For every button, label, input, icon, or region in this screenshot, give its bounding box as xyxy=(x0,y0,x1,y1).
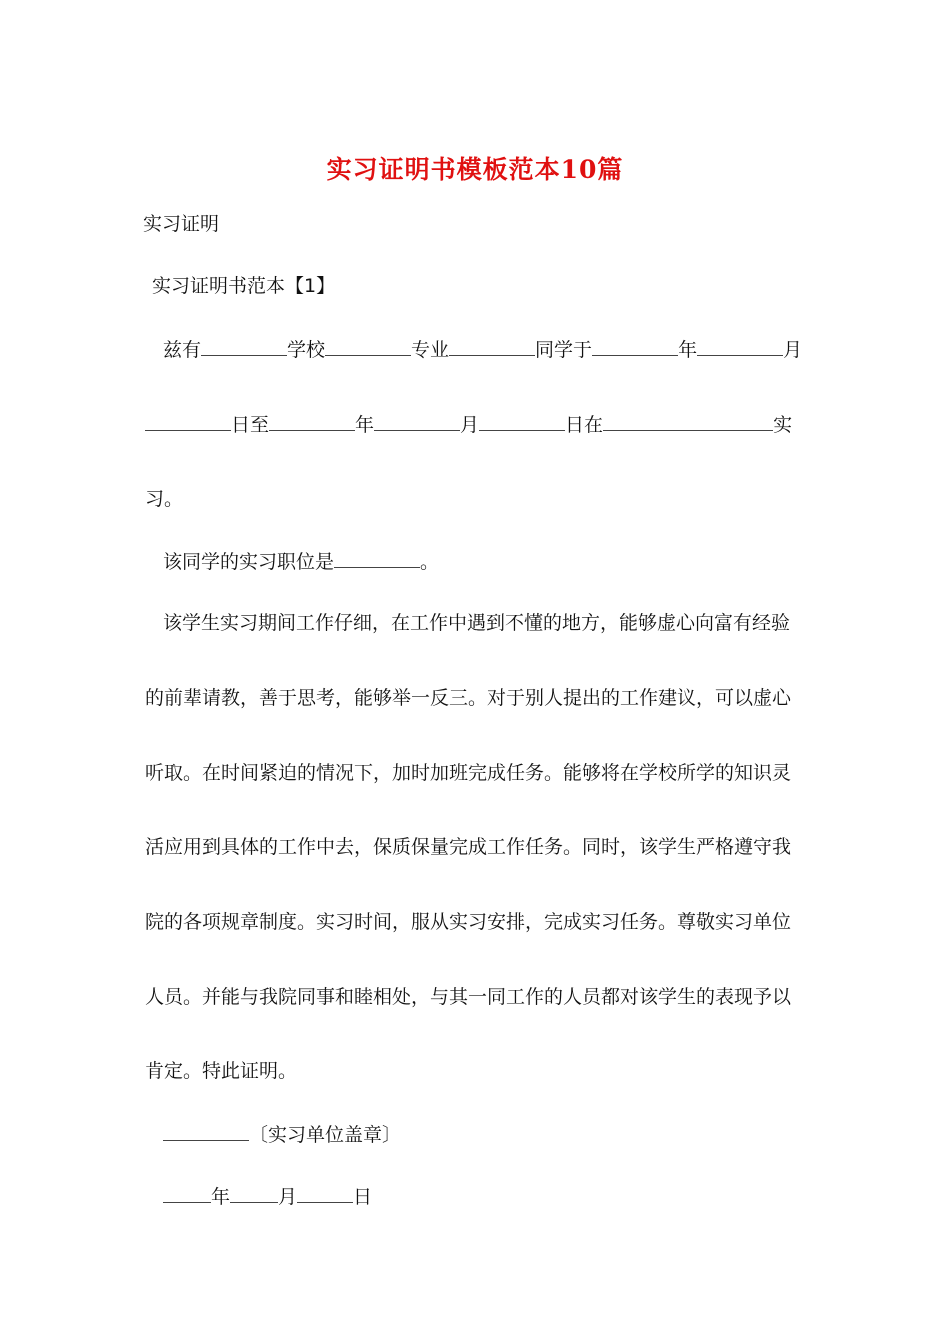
form-line-3: 习。 xyxy=(145,488,184,510)
blank-date-day[interactable] xyxy=(297,1182,353,1203)
body-line: 肯定。特此证明。 xyxy=(145,1060,298,1082)
form-text: 学校 xyxy=(287,339,326,361)
blank-major[interactable] xyxy=(325,335,411,356)
form-text: 年 xyxy=(678,339,698,361)
blank-stamp[interactable] xyxy=(163,1120,249,1141)
form-text: 实 xyxy=(773,414,793,436)
body-line: 人员。并能与我院同事和睦相处，与其一同工作的人员都对该学生的表现予以 xyxy=(145,986,792,1008)
blank-date-year[interactable] xyxy=(163,1182,211,1203)
position-label: 该同学的实习职位是 xyxy=(163,551,335,573)
blank-position[interactable] xyxy=(334,547,420,568)
form-line-2 xyxy=(145,410,792,439)
blank-student[interactable] xyxy=(449,335,535,356)
form-text: 月 xyxy=(460,414,480,436)
position-line xyxy=(163,547,439,576)
blank-start-year[interactable] xyxy=(592,335,678,356)
blank-start-month[interactable] xyxy=(697,335,783,356)
body-line: 活应用到具体的工作中去，保质保量完成工作任务。同时，该学生严格遵守我 xyxy=(145,836,792,858)
form-text: 月 xyxy=(783,339,803,361)
blank-end-year[interactable] xyxy=(269,410,355,431)
blank-company[interactable] xyxy=(603,410,773,431)
form-text: 兹有 xyxy=(163,339,202,361)
date-month-label: 月 xyxy=(278,1186,298,1208)
blank-start-day[interactable] xyxy=(145,410,231,431)
document-title: 实习证明书模板范本10篇 xyxy=(326,155,624,184)
date-year-label: 年 xyxy=(211,1186,231,1208)
body-line: 该学生实习期间工作仔细，在工作中遇到不懂的地方，能够虚心向富有经验 xyxy=(163,612,791,634)
body-line: 的前辈请教，善于思考，能够举一反三。对于别人提出的工作建议，可以虚心 xyxy=(145,687,792,709)
body-line: 院的各项规章制度。实习时间，服从实习安排，完成实习任务。尊敬实习单位 xyxy=(145,911,792,933)
body-line: 听取。在时间紧迫的情况下，加时加班完成任务。能够将在学校所学的知识灵 xyxy=(145,762,792,784)
form-line-1 xyxy=(163,335,802,364)
form-text: 日至 xyxy=(231,414,270,436)
form-text: 同学于 xyxy=(535,339,593,361)
sample-title: 实习证明书范本【1】 xyxy=(152,275,336,297)
date-day-label: 日 xyxy=(353,1186,373,1208)
blank-end-day[interactable] xyxy=(479,410,565,431)
form-text: 专业 xyxy=(411,339,450,361)
blank-date-month[interactable] xyxy=(230,1182,278,1203)
stamp-label: 〔实习单位盖章〕 xyxy=(249,1124,402,1146)
blank-end-month[interactable] xyxy=(374,410,460,431)
position-end: 。 xyxy=(420,551,440,573)
blank-school[interactable] xyxy=(201,335,287,356)
form-text: 日在 xyxy=(565,414,604,436)
date-line xyxy=(163,1182,372,1211)
section-heading: 实习证明 xyxy=(143,213,220,235)
stamp-line xyxy=(163,1120,401,1149)
form-text: 年 xyxy=(355,414,375,436)
